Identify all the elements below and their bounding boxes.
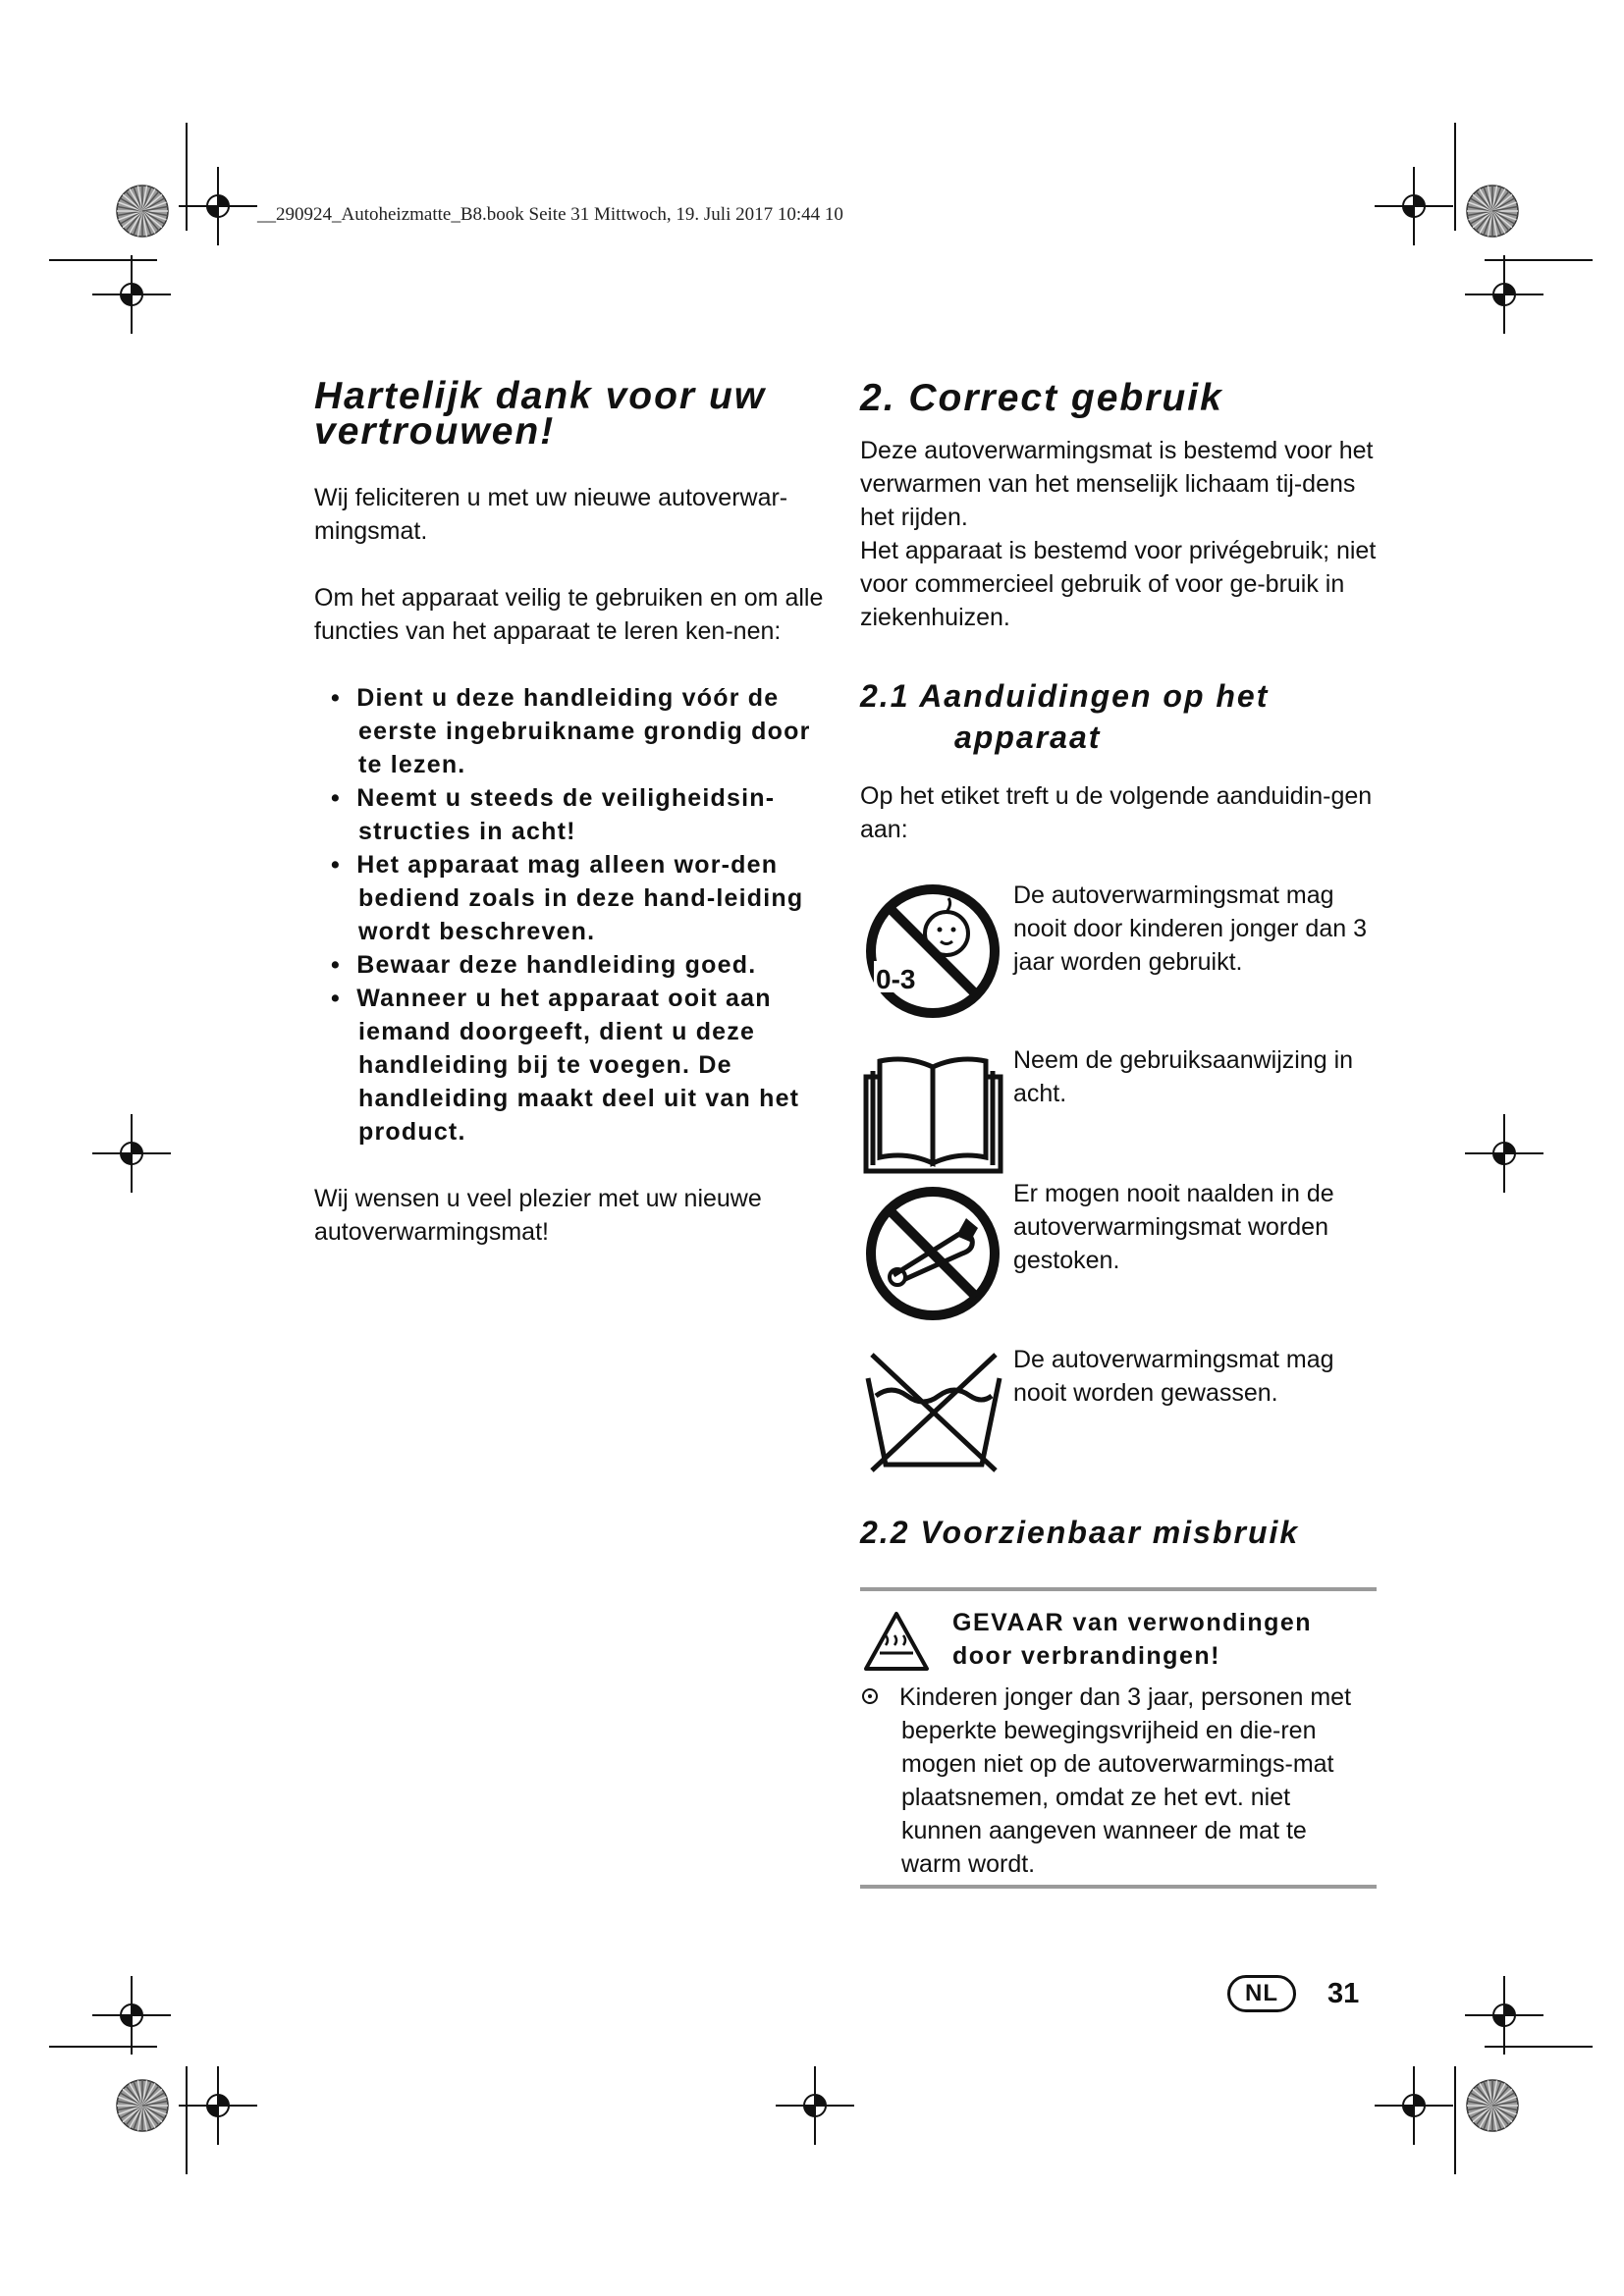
thank-you-title: Hartelijk dank voor uw vertrouwen! xyxy=(314,375,767,453)
registration-mark xyxy=(1375,167,1453,245)
open-book-icon xyxy=(862,1053,1004,1176)
symbol-text: Neem de gebruiksaanwijzing in acht. xyxy=(1013,1046,1354,1107)
instruction-list xyxy=(314,681,830,1148)
registration-mark xyxy=(1465,255,1543,334)
no-children-0-3-icon xyxy=(864,882,1001,1020)
registration-mark xyxy=(92,1114,171,1193)
page-number: 31 xyxy=(1327,1978,1360,2009)
color-rosette xyxy=(1467,2080,1518,2131)
registration-mark xyxy=(1465,1976,1543,2055)
list-item: • Bewaar deze handleiding goed. xyxy=(331,951,757,979)
color-rosette xyxy=(117,2080,168,2131)
no-needles-icon xyxy=(864,1185,1001,1322)
symbol-text: Er mogen nooit naalden in de autoverwarmingsmat worden gestoken. xyxy=(1013,1180,1334,1274)
target-bullet-icon xyxy=(862,1688,878,1704)
color-rosette xyxy=(117,186,168,237)
age-label: 0-3 xyxy=(876,964,916,994)
symbol-row xyxy=(860,1043,1390,1181)
language-code: NL xyxy=(1245,1980,1278,2006)
warning-top-rule xyxy=(860,1587,1377,1591)
warning-item xyxy=(860,1681,1371,1881)
list-item: • Wanneer u het apparaat ooit aan iemand doorgeeft, dient u deze handleiding bij te voegen. De handleiding maakt deel uit van het product. xyxy=(331,985,800,1146)
registration-mark xyxy=(92,255,171,334)
do-not-wash-icon xyxy=(862,1349,1004,1476)
list-item: • Neemt u steeds de veiligheidsin-structies in acht! xyxy=(331,784,776,845)
registration-mark xyxy=(179,167,257,245)
symbol-text: De autoverwarmingsmat mag nooit door kinderen jonger dan 3 jaar worden gebruikt. xyxy=(1013,881,1367,976)
registration-mark xyxy=(179,2066,257,2145)
warning-title: GEVAAR van verwondingen door verbrandingen! xyxy=(952,1609,1313,1670)
section-2-1-intro: Op het etiket treft u de volgende aanduidin-gen aan: xyxy=(860,782,1373,843)
warning-text: Kinderen jonger dan 3 jaar, personen met beperkte bewegingsvrijheid en die-ren mogen niet op de autoverwarmings-mat plaatsnemen, omdat ze het evt. niet kunnen aangeven wanneer de mat te warm wordt. xyxy=(899,1683,1352,1878)
section-2-paragraph-2: Het apparaat is bestemd voor privégebruik; niet voor commercieel gebruik of voor ge-bruik in ziekenhuizen. xyxy=(860,537,1377,631)
right-column xyxy=(860,375,1385,846)
symbol-text: De autoverwarmingsmat mag nooit worden gewassen. xyxy=(1013,1346,1334,1407)
section-2-1-title: 2.1 Aanduidingen op het apparaat xyxy=(860,678,1270,755)
warning-bottom-rule xyxy=(860,1885,1377,1889)
hot-surface-warning-icon xyxy=(862,1610,931,1673)
section-2-2-title: 2.2 Voorzienbaar misbruik xyxy=(860,1515,1300,1550)
color-rosette xyxy=(1467,186,1518,237)
language-badge xyxy=(1227,1975,1296,2012)
file-header: __290924_Autoheizmatte_B8.book Seite 31 Mittwoch, 19. Juli 2017 10:44 10 xyxy=(257,204,843,225)
registration-mark xyxy=(1375,2066,1453,2145)
registration-mark xyxy=(92,1976,171,2055)
closing-paragraph: Wij wensen u veel plezier met uw nieuwe autoverwarmingsmat! xyxy=(314,1185,762,1246)
left-column xyxy=(314,375,830,1249)
list-item: • Het apparaat mag alleen wor-den bediend zoals in deze hand-leiding wordt beschreven. xyxy=(331,851,804,945)
intro-paragraph: Wij feliciteren u met uw nieuwe autoverwar-mingsmat. xyxy=(314,484,788,545)
section-2-title: 2. Correct gebruik xyxy=(860,377,1223,419)
symbol-row xyxy=(860,1343,1390,1485)
symbol-row xyxy=(860,879,1390,1026)
symbol-row xyxy=(860,1177,1390,1324)
section-2-paragraph-1: Deze autoverwarmingsmat is bestemd voor het verwarmen van het menselijk lichaam tij-dens het rijden. xyxy=(860,437,1374,531)
usage-paragraph: Om het apparaat veilig te gebruiken en om alle functies van het apparaat te leren ken-nen: xyxy=(314,584,824,645)
registration-mark xyxy=(776,2066,854,2145)
list-item: • Dient u deze handleiding vóór de eerste ingebruikname grondig door te lezen. xyxy=(331,684,811,778)
registration-mark xyxy=(1465,1114,1543,1193)
